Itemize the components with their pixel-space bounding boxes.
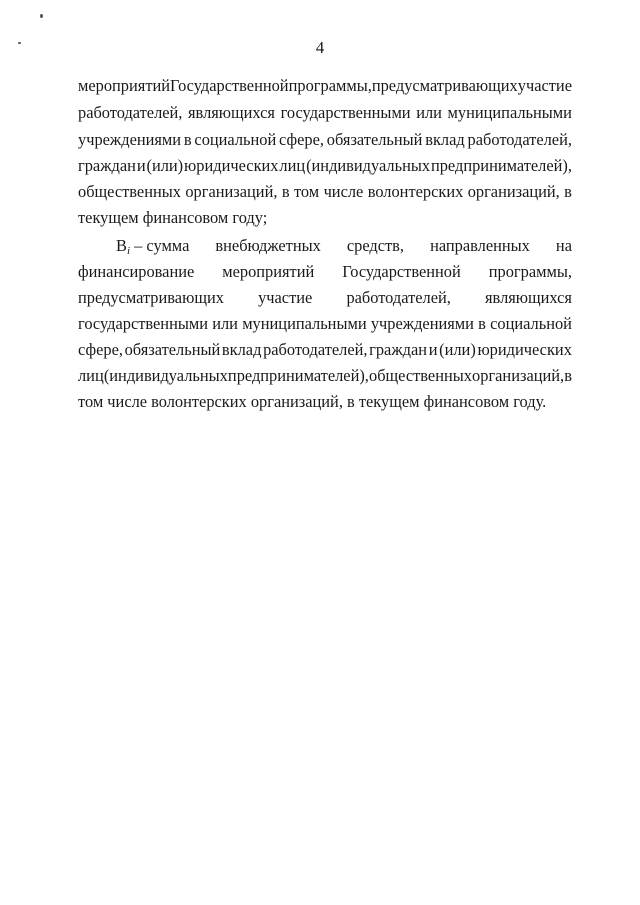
paragraph-1-line <box>78 76 572 96</box>
paragraph-2-line <box>78 262 572 282</box>
word: работодателей, <box>78 103 183 122</box>
paragraph-2-line <box>78 366 572 386</box>
formula-symbol: $B_i$ – сумма <box>116 236 190 257</box>
word: организаций, <box>185 182 278 201</box>
word: сфере, <box>78 340 123 359</box>
word: или <box>212 314 238 333</box>
word: в <box>564 366 572 385</box>
word: муниципальными <box>447 103 572 122</box>
word: предусматривающих <box>78 288 224 307</box>
word: участие <box>258 288 313 307</box>
word: на <box>555 236 572 255</box>
paragraph-2-line <box>78 340 572 360</box>
word: том <box>293 182 320 201</box>
word: работодателей, <box>263 340 368 359</box>
word: общественных <box>78 182 181 201</box>
paragraph-1-line <box>78 182 572 202</box>
word: обязательный <box>124 340 221 359</box>
word: сфере, <box>279 130 324 149</box>
word: в <box>281 182 290 201</box>
word: Государственной <box>170 76 289 95</box>
word: работодателей, <box>346 288 451 307</box>
word: государственными <box>78 314 209 333</box>
word: волонтерских <box>367 182 464 201</box>
paragraph-1-line <box>78 130 572 150</box>
scan-speck <box>40 14 43 18</box>
word: (или) <box>146 156 184 175</box>
word: программы, <box>288 76 372 95</box>
paragraph-2-line: том числе волонтерских организаций, в текущем финансовом году. <box>78 392 547 411</box>
word: общественных <box>369 366 472 385</box>
word: внебюджетных <box>215 236 321 255</box>
word: в <box>183 130 192 149</box>
word: лиц <box>78 366 104 385</box>
word: мероприятий <box>222 262 315 281</box>
word: (индивидуальных <box>103 366 228 385</box>
word: предпринимателей), <box>430 156 572 175</box>
paragraph-1-line <box>78 156 572 176</box>
word: являющихся <box>485 288 572 307</box>
word: муниципальными <box>242 314 367 333</box>
word: учреждениями <box>78 130 182 149</box>
word: направленных <box>430 236 530 255</box>
word: числе <box>323 182 364 201</box>
word: лиц <box>279 156 306 175</box>
word: в <box>564 182 572 201</box>
word: учреждениями <box>370 314 474 333</box>
word: финансирование <box>78 262 195 281</box>
paragraph-2-first-line <box>116 236 572 261</box>
word: вклад <box>221 340 262 359</box>
word: программы, <box>488 262 572 281</box>
paragraph-1-line <box>78 103 572 123</box>
word: (индивидуальных <box>306 156 431 175</box>
word: участие <box>517 76 572 95</box>
word: или <box>416 103 442 122</box>
paragraph-2-line <box>78 288 572 308</box>
page-number: 4 <box>315 38 325 57</box>
word: обязательный <box>326 130 423 149</box>
word: предпринимателей), <box>227 366 369 385</box>
word: Государственной <box>342 262 461 281</box>
word: являющихся <box>188 103 275 122</box>
scan-speck <box>18 42 21 44</box>
paragraph-2-line <box>78 314 572 334</box>
word: социальной <box>194 130 277 149</box>
word: юридических <box>184 156 279 175</box>
paragraph-1-line: текущем финансовом году; <box>78 208 268 227</box>
word: в <box>478 314 486 333</box>
word: (или) <box>439 340 476 359</box>
word: и <box>428 340 438 359</box>
word: граждан <box>369 340 428 359</box>
word: средств, <box>346 236 405 255</box>
word: организаций, <box>467 182 560 201</box>
word: и <box>136 156 146 175</box>
word: мероприятий <box>78 76 171 95</box>
word: организаций, <box>472 366 565 385</box>
word: социальной <box>490 314 572 333</box>
word: граждан <box>78 156 136 175</box>
word: государственными <box>280 103 411 122</box>
word: юридических <box>477 340 572 359</box>
word: предусматривающих <box>371 76 518 95</box>
word: работодателей, <box>467 130 572 149</box>
word: вклад <box>425 130 465 149</box>
